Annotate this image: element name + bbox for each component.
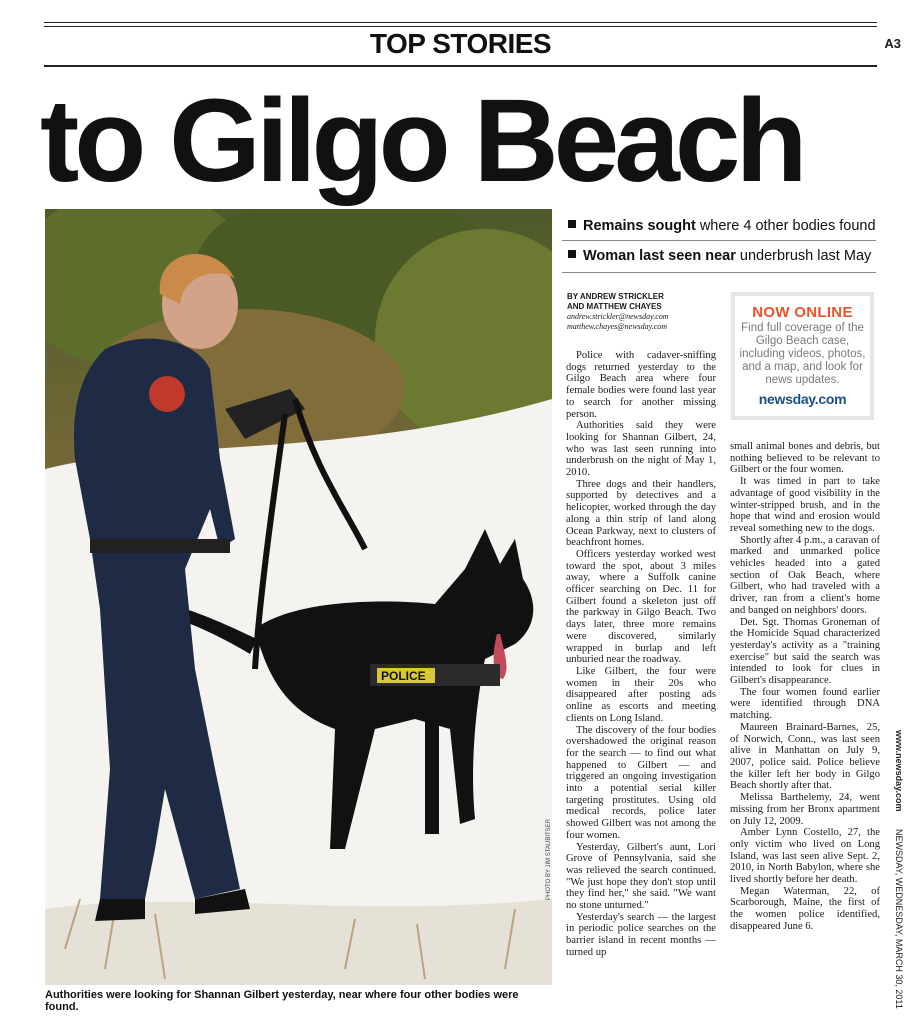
article-paragraph: Authorities said they were looking for Shannan Gilbert, 24, who was last seen running into underbrush on the night of May 1, 2010. [566,420,716,479]
deck-text: underbrush last May [735,248,872,264]
news-photo [45,209,552,985]
article-paragraph: Maureen Brainard-Barnes, 25, of Norwich, Conn., was last seen alive in Manhattan on July 9, 2007, police said. Police believe the killer left her body in Gilgo Beach shortly after that. [730,721,880,792]
article-column-1 [566,350,716,959]
article-paragraph: Like Gilbert, the four were women in their 20s who disappeared after posting ads online as escorts and meeting clients on Long Island. [566,665,716,724]
article-paragraph: Police with cadaver-sniffing dogs returned yesterday to the Gilgo Beach area where four female bodies were found last year to search for another missing person. [566,350,716,420]
article-paragraph: Officers yesterday worked west toward the spot, about 3 miles away, where a Suffolk canine officer searching on Dec. 11 for Gilbert found a skeleton just off the parkway in Gilgo Beach. Two days later, three more remains were discovered, similarly wrapped in burlap and left unburied near the roadway. [566,548,716,666]
square-bullet-icon [568,220,576,228]
now-online-body: Find full coverage of the Gilgo Beach case, including videos, photos, and a map, and look for news updates. [739,322,866,386]
article-paragraph: Amber Lynn Costello, 27, the only victim who lived on Long Island, was last seen alive Sept. 2, 2010, in North Babylon, where she lived shortly before her death. [730,827,880,886]
newsday-logo [735,391,870,407]
byline-author: BY ANDREW STRICKLER [567,292,664,301]
byline [567,292,727,332]
top-rule [44,22,877,23]
article-paragraph: small animal bones and debris, but nothing believed to be relevant to Gilbert or the four women. [730,441,880,476]
article-paragraph: Yesterday's search — the largest in periodic police searches on the barrier island in recent months — turned up [566,911,716,958]
vest-label: POLICE [381,669,426,683]
byline-email: andrew.strickler@newsday.com [567,312,669,321]
photo-caption: Authorities were looking for Shannan Gilbert yesterday, near where four other bodies were found. [45,989,519,1013]
article-paragraph: The four women found earlier were identified through DNA matching. [730,686,880,722]
side-url: www.newsday.com [894,730,904,812]
article-paragraph: The discovery of the four bodies overshadowed the original reason for the search — to find out what happened to Gilbert — and triggered an ongoing investigation into a potential serial killer targeting prostitutes. Using old medical records, police later showed Gilbert was not among the four women. [566,724,716,841]
photo-illustration [45,209,552,985]
page-number: A3 [884,36,901,51]
article-paragraph: Yesterday, Gilbert's aunt, Lori Grove of Pennsylvania, said she was relieved the search continued. "We just hope they don't stop until they find her," she said. "We want no stone unturned." [566,841,716,912]
article-column-2 [730,441,880,933]
article-paragraph: Det. Sgt. Thomas Groneman of the Homicide Squad characterized yesterday's activity as a "training exercise" but said the search was intended to look for clues in Gilbert's disappearance. [730,616,880,687]
byline-email: matthew.chayes@newsday.com [567,322,668,331]
logo-main: newsday [758,391,815,407]
article-paragraph: Megan Waterman, 22, of Scarborough, Maine, the first of the women police identified, disappeared June 6. [730,885,880,932]
deck-item [568,248,888,264]
byline-author: AND MATTHEW CHAYES [567,302,662,311]
article-paragraph: Three dogs and their handlers, supported by detectives and a helicopter, worked through the day along a thin strip of land along Ocean Parkway, next to clusters of beachfront homes. [566,478,716,549]
section-label: TOP STORIES [369,28,552,59]
side-date: NEWSDAY, WEDNESDAY, MARCH 30, 2011 [894,829,904,1009]
square-bullet-icon [568,250,576,258]
article-paragraph: Shortly after 4 p.m., a caravan of marked and unmarked police vehicles headed into a gated section of Oak Beach, where Gilbert, who had traveled with a driver, ran from a client's home and banged on neighbors' doors. [730,534,880,616]
deck-divider [562,272,876,273]
photo-credit: PHOTO BY JIM STAUBITSER [546,818,552,900]
deck-bold: Remains sought [583,218,696,234]
deck-divider [562,240,876,241]
deck-text: where 4 other bodies found [695,218,876,234]
headline: to Gilgo Beach [40,75,803,207]
deck-item [568,218,888,234]
deck-bold: Woman last seen near [583,248,736,264]
top-rule-thin [44,26,877,27]
logo-suffix: .com [814,391,847,407]
article-paragraph: Melissa Barthelemy, 24, went missing from her Bronx apartment on July 12, 2009. [730,792,880,827]
section-rule [44,65,877,67]
now-online-box [731,292,874,420]
now-online-title: NOW ONLINE [752,304,853,321]
side-folio [892,730,904,1010]
article-paragraph: It was timed in part to take advantage of good visibility in the winter-stripped brush, and in the hope that wind and erosion would reveal something new to the dogs. [730,476,880,534]
